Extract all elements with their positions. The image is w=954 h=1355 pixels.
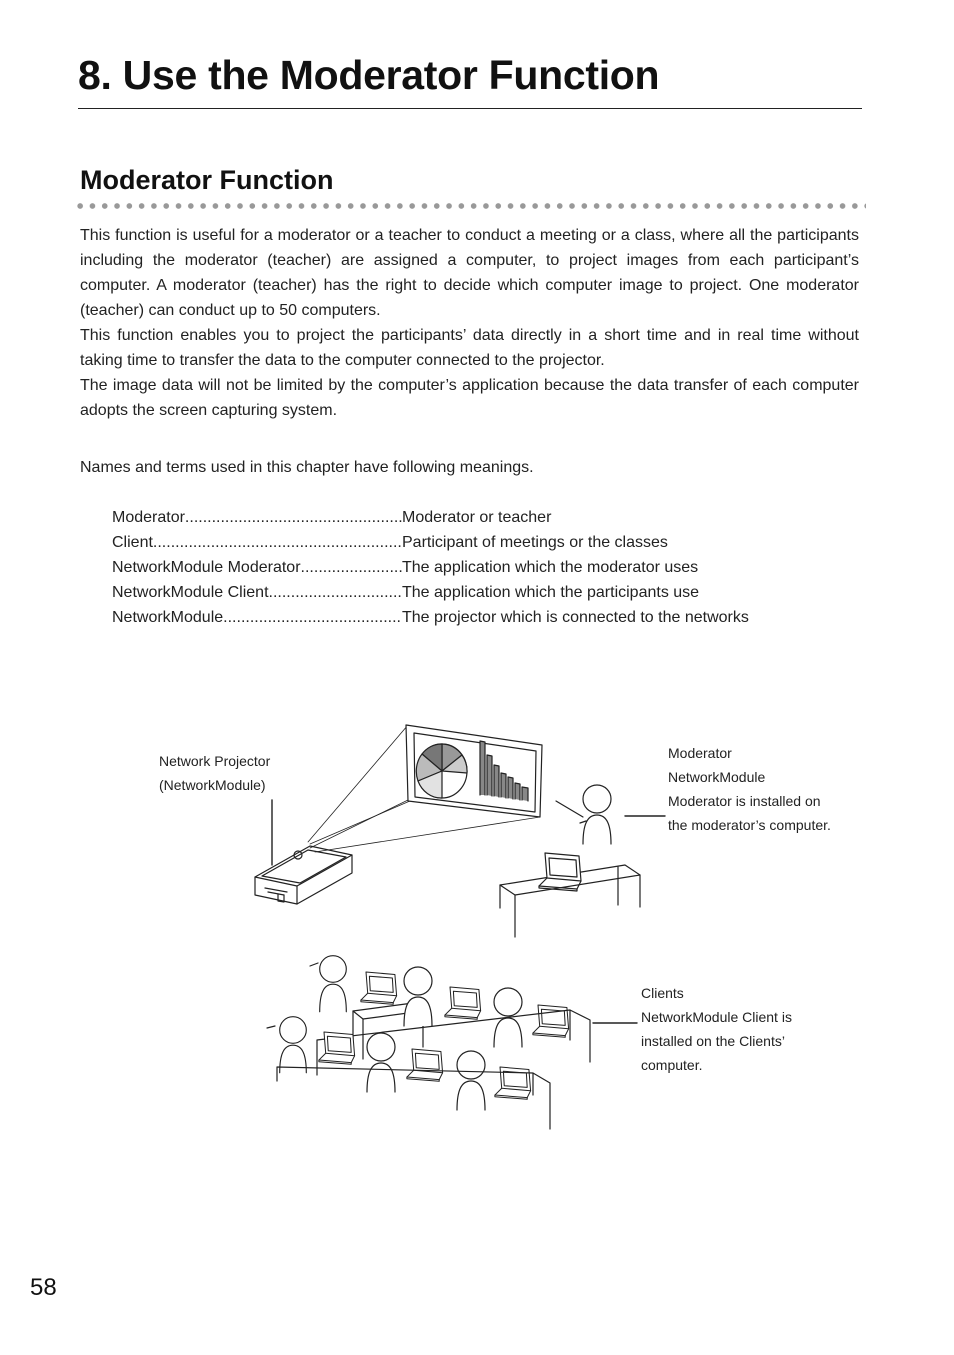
projector-label-line: (NetworkModule) bbox=[159, 777, 266, 793]
moderator-label-line: the moderator’s computer. bbox=[668, 817, 831, 833]
intro-paragraph: The image data will not be limited by the computer’s application because the data transfer of each computer adopts the screen capturing system. bbox=[80, 377, 859, 419]
moderator-label-line: NetworkModule bbox=[668, 769, 766, 785]
term-name: Client bbox=[112, 534, 153, 551]
term-row bbox=[112, 555, 832, 580]
leader-dots bbox=[223, 605, 402, 630]
section-title: Moderator Function bbox=[80, 165, 334, 195]
term-name: Moderator bbox=[112, 509, 185, 526]
chapter-divider bbox=[78, 108, 862, 109]
clients-illustration bbox=[267, 956, 590, 1129]
moderator-label bbox=[668, 741, 831, 837]
moderator-label-title: Moderator bbox=[668, 745, 732, 761]
clients-label-line: installed on the Clients’ bbox=[641, 1033, 785, 1049]
clients-label-title: Clients bbox=[641, 985, 684, 1001]
names-intro: Names and terms used in this chapter have following meanings. bbox=[80, 459, 534, 476]
term-definition: Moderator or teacher bbox=[402, 509, 552, 526]
leader-dots bbox=[301, 555, 402, 580]
leader-dots bbox=[185, 505, 402, 530]
term-definition: Participant of meetings or the classes bbox=[402, 534, 668, 551]
clients-label-line: computer. bbox=[641, 1057, 703, 1073]
term-row bbox=[112, 580, 832, 605]
terms-list bbox=[112, 505, 832, 630]
page-number: 58 bbox=[30, 1274, 57, 1301]
leader-dots bbox=[269, 580, 402, 605]
term-definition: The projector which is connected to the networks bbox=[402, 609, 749, 626]
term-name: NetworkModule Moderator bbox=[112, 559, 301, 576]
clients-label-line: NetworkModule Client is bbox=[641, 1009, 792, 1025]
chapter-title: 8. Use the Moderator Function bbox=[78, 52, 660, 98]
term-definition: The application which the participants use bbox=[402, 584, 700, 601]
projector-illustration bbox=[255, 846, 352, 904]
intro-paragraph: This function is useful for a moderator or a teacher to conduct a meeting or a class, where all the participants including the moderator (teacher) are assigned a computer, to project images from each participant’s computer. A moderator (teacher) has the right to decide which computer image to project. One moderator (teacher) can conduct up to 50 computers. bbox=[80, 227, 859, 319]
moderator-label-line: Moderator is installed on bbox=[668, 793, 821, 809]
intro-paragraph: This function enables you to project the participants’ data directly in a short time and in real time without taking time to transfer the data to the computer connected to the projector. bbox=[80, 327, 859, 369]
term-row bbox=[112, 530, 832, 555]
leader-dots bbox=[153, 530, 402, 555]
term-row bbox=[112, 605, 832, 630]
intro-text bbox=[80, 223, 859, 423]
term-name: NetworkModule bbox=[112, 609, 224, 626]
term-row bbox=[112, 505, 832, 530]
projection-screen bbox=[406, 725, 542, 817]
clients-label bbox=[641, 981, 792, 1077]
projector-label-line: Network Projector bbox=[159, 753, 271, 769]
projector-label bbox=[159, 749, 270, 797]
term-definition: The application which the moderator uses bbox=[402, 559, 699, 576]
term-name: NetworkModule Client bbox=[112, 584, 269, 601]
dotted-divider bbox=[74, 202, 866, 210]
